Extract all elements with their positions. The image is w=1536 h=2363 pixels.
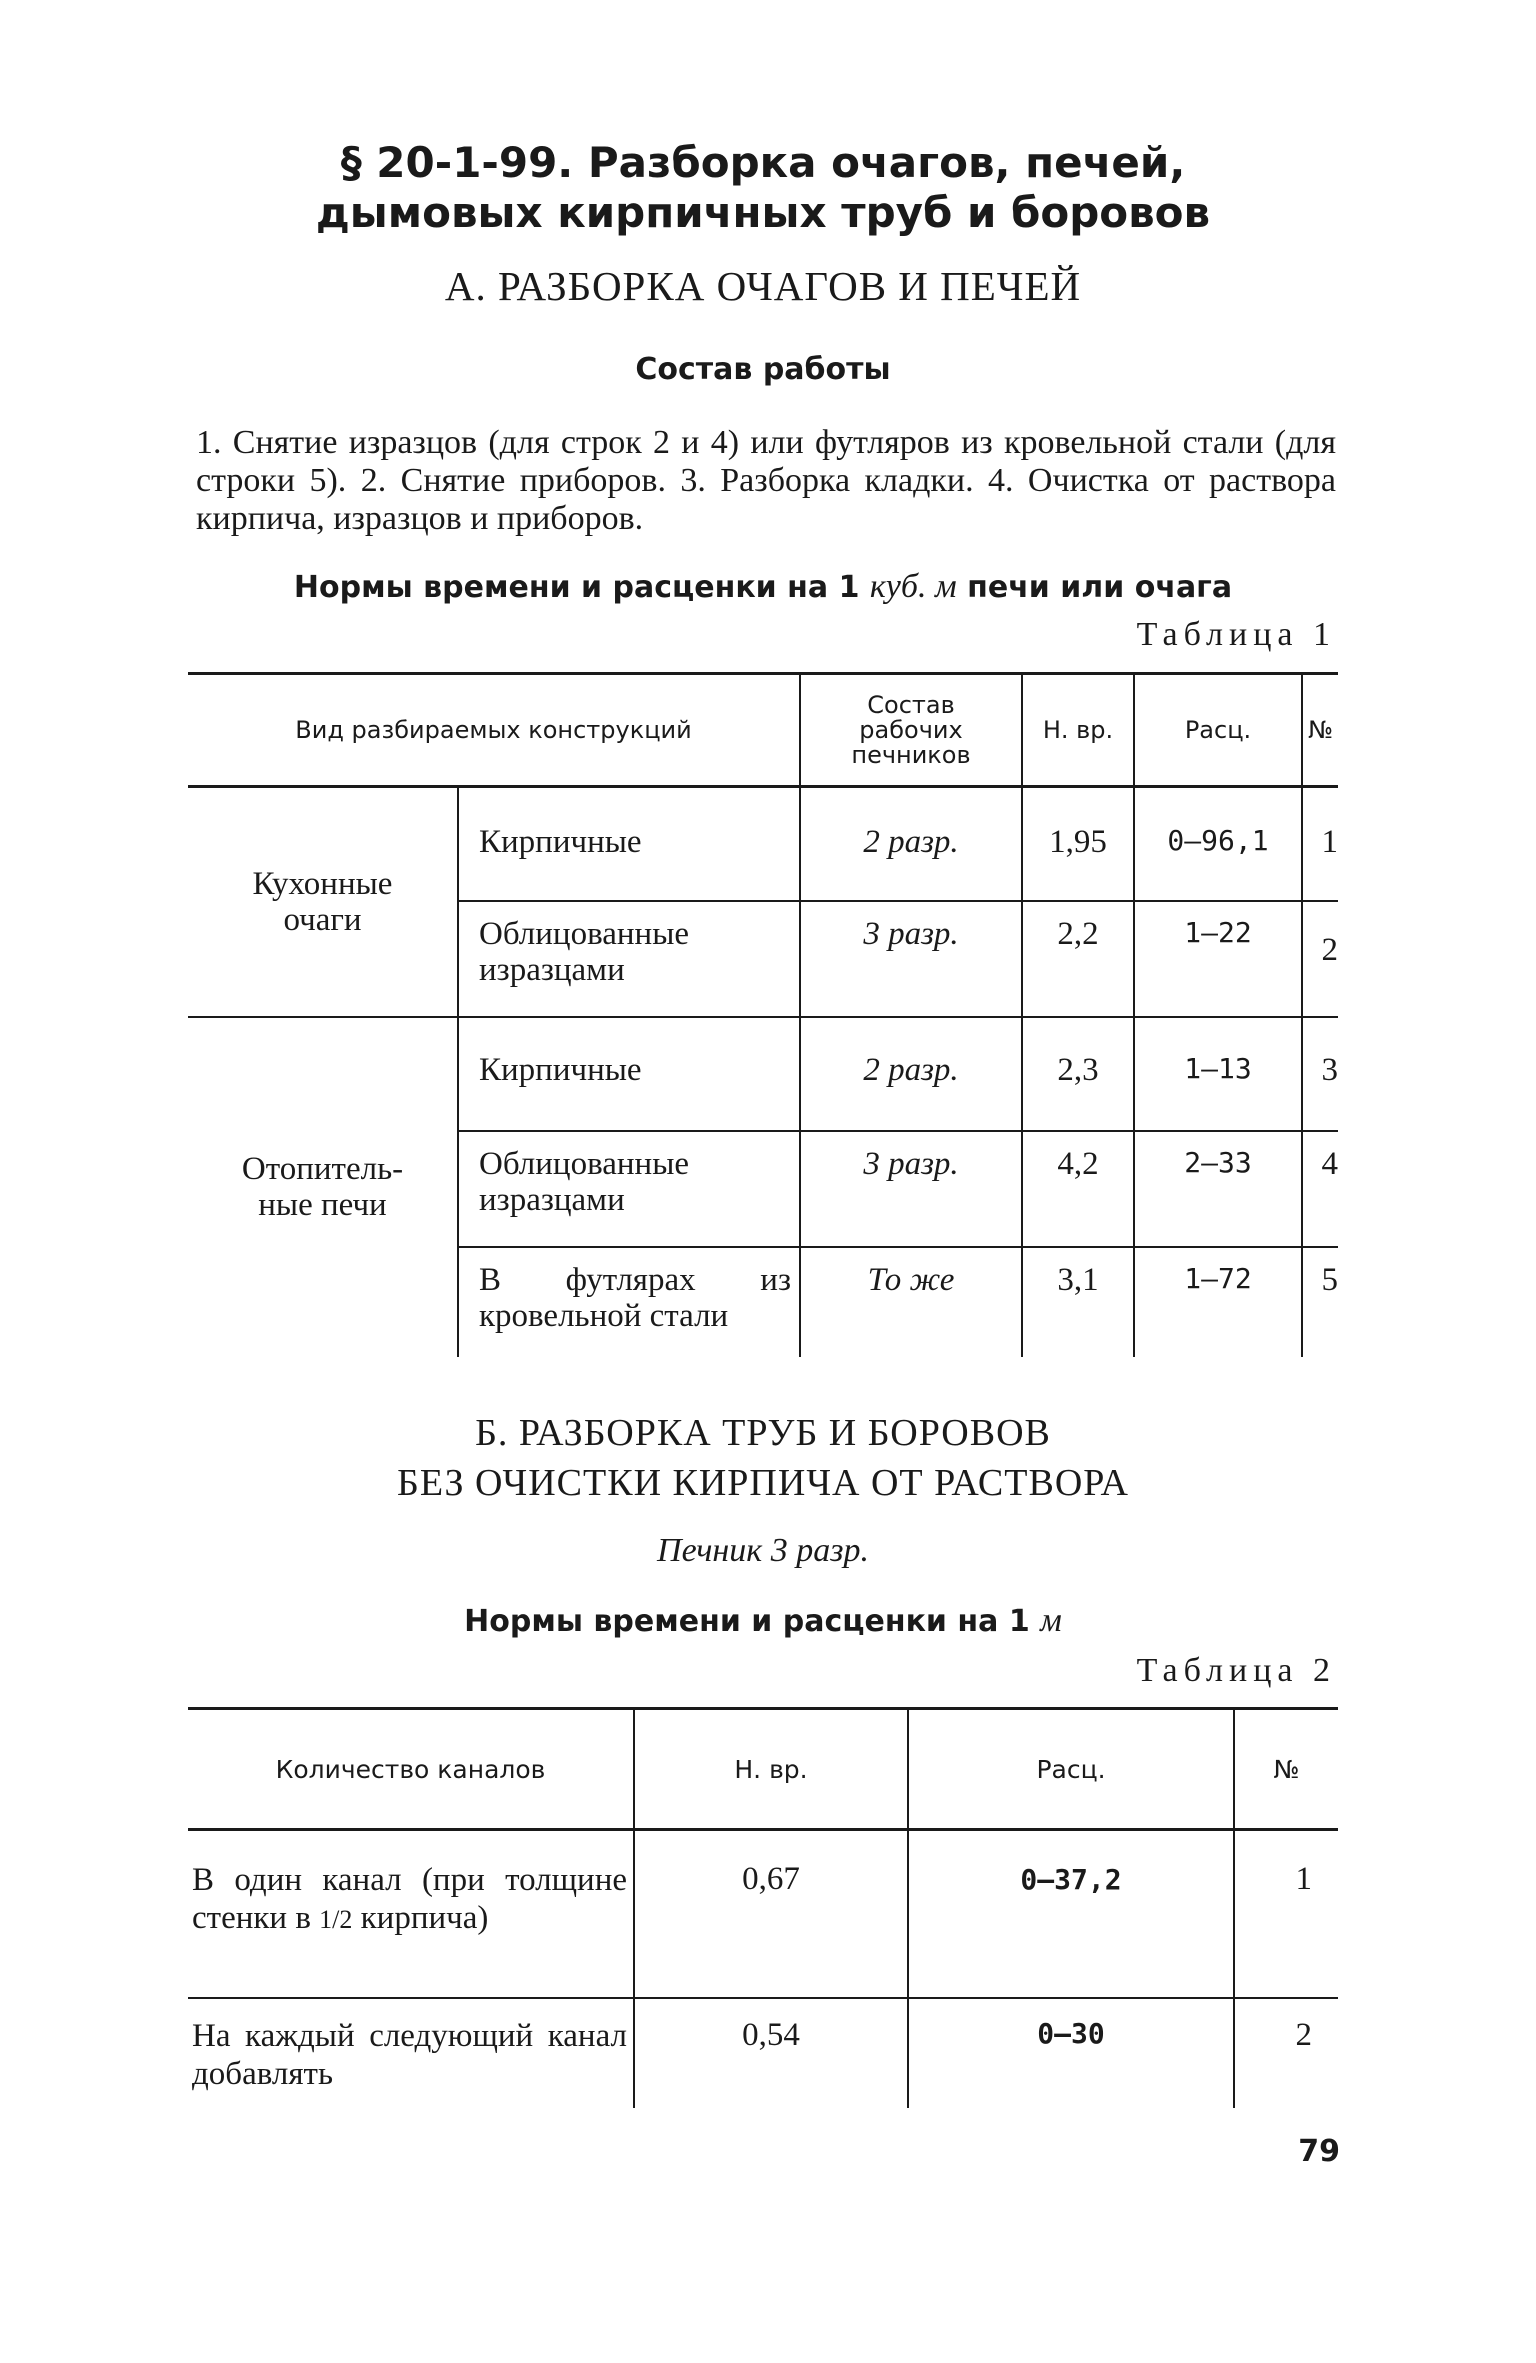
row-desc: На каждый следующий канал добавлять [188,1998,634,2108]
page-number: 79 [1298,2134,1340,2169]
row-crew: 2 разр. [800,787,1022,901]
header-rate: Расц. [908,1709,1234,1830]
row-time: 0,67 [634,1830,908,1998]
group-name-line2: ные печи [258,1187,387,1223]
group-kitchen-hearths [188,787,458,1017]
row-time: 1,95 [1022,787,1134,901]
row-rate: 0—37,2 [908,1830,1234,1998]
row-num: 2 [1302,901,1338,1017]
table1-label: Таблица 1 [1136,616,1336,653]
row-crew: То же [800,1247,1022,1357]
norms-heading-2 [188,1602,1338,1640]
row-rate: 1—13 [1134,1017,1302,1131]
row-rate: 1—72 [1134,1247,1302,1357]
table-2 [188,1707,1338,2108]
row-crew: 2 разр. [800,1017,1022,1131]
row-type-line2: изразцами [479,1181,625,1218]
header-crew [800,674,1022,787]
norms-heading-1 [188,568,1338,606]
row-rate: 2—33 [1134,1131,1302,1247]
norms-heading-1-prefix: Нормы времени и расценки на 1 [293,570,860,605]
section-title-line1: § 20-1-99. Разборка очагов, печей, [340,138,1186,187]
header-crew-line2: рабочих [859,715,963,744]
part-b-title-line1: Б. РАЗБОРКА ТРУБ И БОРОВОВ [475,1412,1051,1454]
group-name-line1: Кухонные [252,865,393,902]
worker-grade: Печник 3 разр. [657,1532,869,1569]
work-composition-paragraph: 1. Снятие изразцов (для строк 2 и 4) или футляров из кровельной стали (для строки 5). 2. Снятие приборов. 3. Разборка кладки. 4. Очистка от раствора кирпича, изразцов и приборов. [196,424,1336,537]
table-1 [188,672,1338,1357]
row-crew: 3 разр. [800,901,1022,1017]
header-crew-line1: Состав [867,690,955,719]
row-time: 2,2 [1022,901,1134,1017]
table-row [188,1830,1338,1998]
row-num: 4 [1302,1131,1338,1247]
row-desc-after: кирпича) [360,1900,489,1936]
table-row [188,1998,1338,2108]
row-type-line1: Облицованные [479,1145,690,1182]
table2-label: Таблица 2 [1136,1652,1336,1689]
row-time: 3,1 [1022,1247,1134,1357]
group-heating-stoves [188,1017,458,1357]
table-row [188,1017,1338,1131]
row-type-line2: кровельной стали [479,1297,729,1334]
work-composition-heading: Состав работы [635,352,891,387]
norms-heading-2-unit: м [1040,1602,1062,1639]
row-type: Кирпичные [458,1017,800,1131]
group-name-line2: очаги [283,901,362,938]
row-type [458,901,800,1017]
part-a-title: А. РАЗБОРКА ОЧАГОВ И ПЕЧЕЙ [444,263,1082,309]
row-type [458,1247,800,1357]
row-time: 4,2 [1022,1131,1134,1247]
row-time: 2,3 [1022,1017,1134,1131]
row-num: 1 [1234,1830,1338,1998]
header-construction: Вид разбираемых конструкций [188,674,800,787]
row-type-line1: В футлярах из [479,1261,791,1298]
section-title-line2: дымовых кирпичных труб и боровов [315,188,1211,237]
row-type-line2: изразцами [479,951,625,988]
norms-heading-2-prefix: Нормы времени и расценки на 1 [464,1604,1030,1639]
group-name-line1: Отопитель- [241,1151,404,1187]
work-composition-text [196,424,1336,538]
row-rate: 1—22 [1134,901,1302,1017]
row-desc [188,1830,634,1998]
norms-heading-1-unit: куб. м [869,568,957,605]
table1-header-row [188,674,1338,787]
part-b-title-line2: БЕЗ ОЧИСТКИ КИРПИЧА ОТ РАСТВОРА [397,1462,1129,1504]
row-time: 0,54 [634,1998,908,2108]
header-rate: Расц. [1134,674,1302,787]
row-num: 1 [1302,787,1338,901]
row-num: 3 [1302,1017,1338,1131]
header-num: № [1234,1709,1338,1830]
row-type-line1: Облицованные [479,915,690,952]
header-channels: Количество каналов [188,1709,634,1830]
table-row [188,787,1338,901]
row-num: 2 [1234,1998,1338,2108]
row-crew: 3 разр. [800,1131,1022,1247]
header-num: № [1302,674,1338,787]
row-rate: 0—96,1 [1134,787,1302,901]
section-title [188,138,1338,238]
row-rate: 0—30 [908,1998,1234,2108]
header-time: Н. вр. [634,1709,908,1830]
row-num: 5 [1302,1247,1338,1357]
header-time: Н. вр. [1022,674,1134,787]
row-type: Кирпичные [458,787,800,901]
row-type [458,1131,800,1247]
row-desc-fraction: 1/2 [319,1905,353,1934]
table2-header-row [188,1709,1338,1830]
header-crew-line3: печников [851,740,971,769]
part-b-title [188,1408,1338,1508]
norms-heading-1-suffix: печи или очага [967,570,1233,605]
row-desc-before: В один канал (при толщине стенки в [192,1862,627,1936]
